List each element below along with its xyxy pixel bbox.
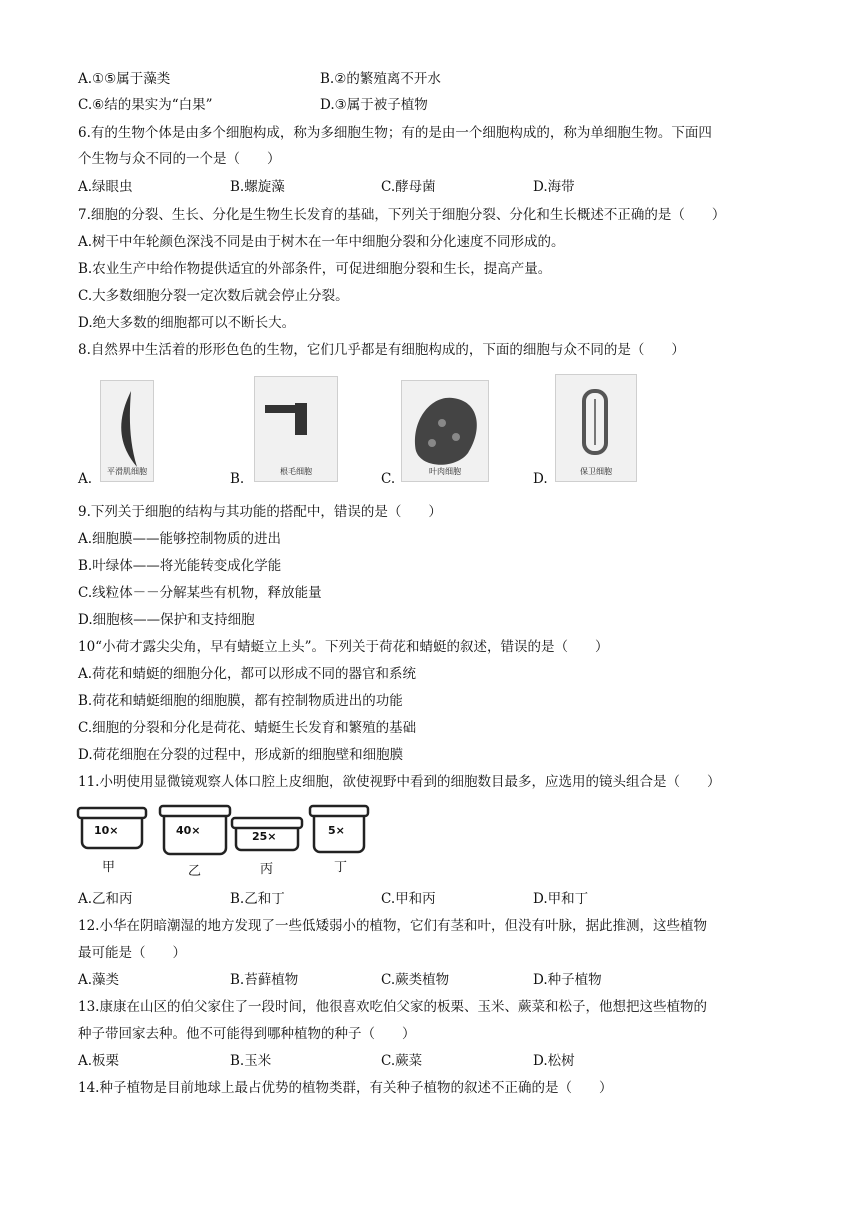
q7-option-a: A.树干中年轮颜色深浅不同是由于树木在一年中细胞分裂和分化速度不同形成的。 [78, 234, 565, 250]
q7-stem: 7.细胞的分裂、生长、分化是生物生长发育的基础，下列关于细胞分裂、分化和生长概述不正确的是（ ） [78, 207, 726, 223]
q13-stem-line2: 种子带回家去种。他不可能得到哪种植物的种子（ ） [78, 1026, 416, 1042]
q7-option-c: C.大多数细胞分裂一定次数后就会停止分裂。 [78, 288, 349, 304]
q9-option-c: C.线粒体－－分解某些有机物，释放能量 [78, 585, 322, 601]
lens-bing-name: 丙 [260, 862, 274, 877]
q10-option-d: D.荷花细胞在分裂的过程中，形成新的细胞壁和细胞膜 [78, 747, 404, 763]
q7-option-d: D.绝大多数的细胞都可以不断长大。 [78, 315, 296, 331]
q6-option-c: C.酵母菌 [381, 179, 436, 195]
q9-option-d: D.细胞核——保护和支持细胞 [78, 612, 255, 628]
q5-option-d: D.③属于被子植物 [320, 97, 428, 113]
q13-option-c: C.蕨菜 [381, 1053, 423, 1069]
q12-stem-line1: 12.小华在阴暗潮湿的地方发现了一些低矮弱小的植物，它们有茎和叶，但没有叶脉，据此推测，这些植物 [78, 918, 707, 934]
lens-ding-name: 丁 [334, 860, 348, 875]
q9-stem: 9.下列关于细胞的结构与其功能的搭配中，错误的是（ ） [78, 504, 442, 520]
lens-yi-name: 乙 [188, 864, 202, 879]
q14-stem: 14.种子植物是目前地球上最占优势的植物类群，有关种子植物的叙述不正确的是（ ） [78, 1080, 613, 1096]
q8-caption-a: 平滑肌细胞 [107, 467, 147, 476]
lens-yi-magnification: 40× [176, 824, 201, 837]
q11-stem: 11.小明使用显微镜观察人体口腔上皮细胞，欲使视野中看到的细胞数目最多，应选用的镜头组合是（ ） [78, 774, 721, 790]
q6-option-a: A.绿眼虫 [78, 179, 133, 195]
q11-option-c: C.甲和丙 [381, 891, 436, 907]
q8-figure-leaf-mesophyll-cell [401, 380, 489, 482]
lens-jia-name: 甲 [102, 860, 116, 875]
q8-stem: 8.自然界中生活着的形形色色的生物，它们几乎都是有细胞构成的，下面的细胞与众不同的是（ ） [78, 342, 685, 358]
q8-figure-guard-cell [555, 374, 637, 482]
q13-stem-line1: 13.康康在山区的伯父家住了一段时间，他很喜欢吃伯父家的板栗、玉米、蕨菜和松子，他想把这些植物的 [78, 999, 707, 1015]
q13-option-d: D.松树 [533, 1053, 575, 1069]
q8-caption-d: 保卫细胞 [580, 467, 612, 476]
lens-jia-magnification: 10× [94, 824, 119, 837]
q5-option-b: B.②的繁殖离不开水 [320, 71, 441, 87]
q11-option-d: D.甲和丁 [533, 891, 589, 907]
q9-option-a: A.细胞膜——能够控制物质的进出 [78, 531, 282, 547]
q8-figure-root-hair-cell [254, 376, 338, 482]
q8-caption-b: 根毛细胞 [280, 467, 312, 476]
q10-option-a: A.荷花和蜻蜓的细胞分化，都可以形成不同的器官和系统 [78, 666, 417, 682]
q13-option-a: A.板栗 [78, 1053, 120, 1069]
q5-option-a: A.①⑤属于藻类 [78, 71, 171, 87]
q8-figure-smooth-muscle-cell [100, 380, 154, 482]
q12-option-d: D.种子植物 [533, 972, 602, 988]
lens-bing-magnification: 25× [252, 830, 277, 843]
q8-caption-c: 叶肉细胞 [429, 467, 461, 476]
q13-option-b: B.玉米 [230, 1053, 272, 1069]
q5-option-c: C.⑥结的果实为“白果” [78, 97, 213, 113]
q8-label-d: D. [533, 471, 548, 487]
q11-lens-figure [76, 802, 376, 878]
q6-stem-line1: 6.有的生物个体是由多个细胞构成，称为多细胞生物；有的是由一个细胞构成的，称为单细胞生物。下面四 [78, 125, 712, 141]
q12-option-b: B.苔藓植物 [230, 972, 299, 988]
lens-ding-magnification: 5× [328, 824, 345, 837]
q6-stem-line2: 个生物与众不同的一个是（ ） [78, 151, 281, 167]
lens-drawings [76, 802, 376, 878]
q10-option-c: C.细胞的分裂和分化是荷花、蜻蜓生长发育和繁殖的基础 [78, 720, 417, 736]
q11-option-a: A.乙和丙 [78, 891, 133, 907]
q6-option-b: B.螺旋藻 [230, 179, 285, 195]
q8-label-c: C. [381, 471, 396, 487]
q6-option-d: D.海带 [533, 179, 575, 195]
q12-option-c: C.蕨类植物 [381, 972, 450, 988]
q8-label-b: B. [230, 471, 245, 487]
q12-stem-line2: 最可能是（ ） [78, 945, 186, 961]
q11-option-b: B.乙和丁 [230, 891, 285, 907]
q10-stem: 10“小荷才露尖尖角，早有蜻蜓立上头”。下列关于荷花和蜻蜓的叙述，错误的是（ ） [78, 639, 609, 655]
q12-option-a: A.藻类 [78, 972, 120, 988]
q9-option-b: B.叶绿体——将光能转变成化学能 [78, 558, 282, 574]
q7-option-b: B.农业生产中给作物提供适宜的外部条件，可促进细胞分裂和生长，提高产量。 [78, 261, 552, 277]
q8-label-a: A. [78, 471, 93, 487]
q10-option-b: B.荷花和蜻蜓细胞的细胞膜，都有控制物质进出的功能 [78, 693, 403, 709]
